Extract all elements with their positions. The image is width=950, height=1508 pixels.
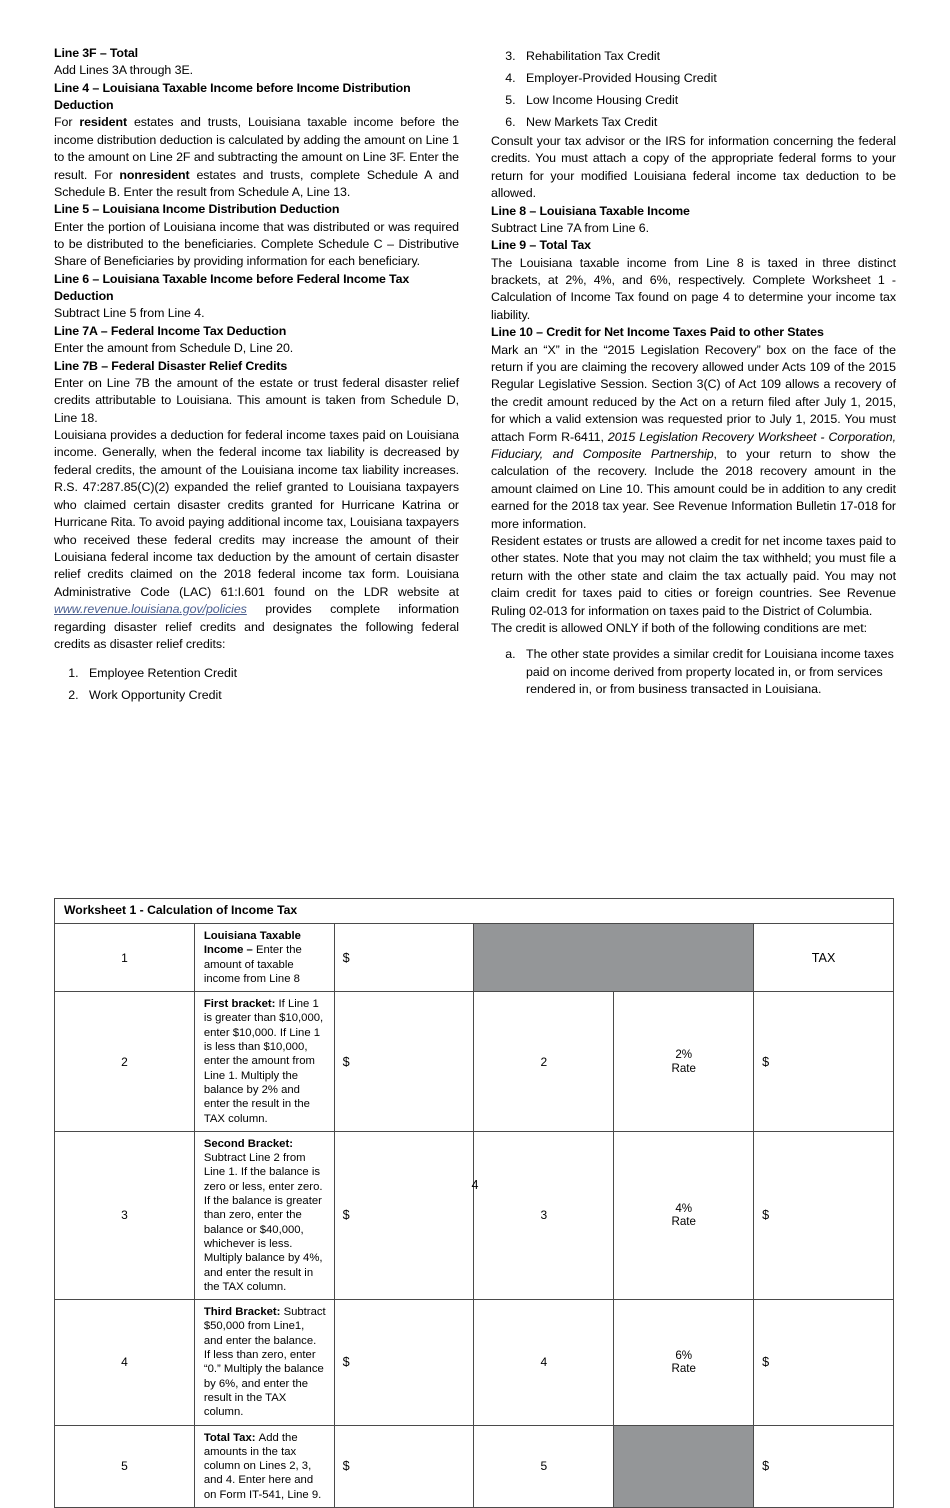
table-row	[55, 1131, 894, 1299]
body-line-9: The Louisiana taxable income from Line 8 is taxed in three distinct brackets, at 2%, 4%, and 6%, respectively. Complete Worksheet 1 - Calculation of Income Tax found on page 4 to determine your income tax liability.	[491, 255, 896, 322]
row-description-text: Subtract Line 2 from Line 1. If the balance is zero or less, enter zero. If the balance is greater than zero, enter the balance or $40,000, whichever is less. Multiply balance by 4%, and enter the result in the TAX column.	[203, 1152, 323, 1293]
disaster-credits-list-left	[54, 662, 459, 706]
heading-line-5: Line 5 – Louisiana Income Distribution Deduction	[54, 202, 340, 217]
row-number: 3	[55, 1131, 195, 1299]
heading-line-7a: Line 7A – Federal Income Tax Deduction	[54, 323, 287, 338]
amount-field-1[interactable]	[334, 924, 474, 992]
table-row	[55, 992, 894, 1132]
list-item: 1. Employee Retention Credit	[82, 662, 459, 684]
line-4-text-3: estates and trusts, complete Schedule A and Schedule B. Enter the result from Schedule A, Line 13.	[54, 167, 459, 199]
line-4-bold-resident: resident	[79, 115, 128, 130]
row-description-text: If Line 1 is greater than $10,000, enter $10,000. If Line 1 is less than $10,000, enter the amount from Line 1. Multiply the balance by 2% and enter the result in the TAX column.	[203, 998, 324, 1125]
row-description-bold: First bracket:	[203, 998, 279, 1011]
line-reference: 5	[474, 1425, 614, 1507]
amount-field-4[interactable]	[334, 1300, 474, 1425]
row-description	[194, 992, 334, 1132]
body-resident-credit: Resident estates or trusts are allowed a credit for net income taxes paid to other states. Note that you may not claim the tax withheld; you must file a return with the other state and claim the tax actually paid. You may not claim credit for taxes paid to cities or foreign countries. See Revenue Ruling 02-013 for information on taxes paid to the District of Columbia.	[491, 534, 896, 618]
row-description-bold: Total Tax:	[203, 1431, 259, 1444]
row-description	[194, 1425, 334, 1507]
list-item: a. The other state provides a similar credit for Louisiana income taxes paid on income derived from property located in, or from services rendered in, or from business transacted in Louisiana.	[519, 646, 896, 698]
line-10-italic-form-title: 2015 Legislation Recovery Worksheet - Corporation, Fiduciary, and Composite Partnership	[491, 429, 896, 461]
revenue-policies-link[interactable]: www.revenue.louisiana.gov/policies	[54, 602, 247, 617]
line-4-bold-nonresident: nonresident	[119, 167, 190, 182]
disaster-text-after-link: provides complete information regarding disaster relief credits and designates the following federal credits as disaster relief credits:	[54, 602, 459, 651]
row-description-bold: Louisiana Taxable Income –	[203, 930, 301, 957]
gray-blocked-cell-row1	[474, 924, 754, 992]
row-description-text: Add the amounts in the tax column on Lines 2, 3, and 4. Enter here and on Form IT-541, Line 9.	[203, 1431, 322, 1501]
row-description-bold: Second Bracket:	[203, 1137, 293, 1150]
left-column	[54, 45, 459, 706]
rate-label	[614, 1131, 754, 1299]
list-item: 6. New Markets Tax Credit	[519, 111, 896, 133]
dollar-sign: $	[342, 1459, 350, 1474]
amount-field-5[interactable]	[334, 1425, 474, 1507]
heading-line-8: Line 8 – Louisiana Taxable Income	[491, 203, 690, 218]
table-row	[55, 1300, 894, 1425]
row-description	[194, 924, 334, 992]
line-reference: 3	[474, 1131, 614, 1299]
gray-blocked-cell-row5	[614, 1425, 754, 1507]
tax-field-4[interactable]	[754, 1300, 894, 1425]
heading-line-7b: Line 7B – Federal Disaster Relief Credits	[54, 358, 288, 373]
line-4-text-1: For	[54, 115, 80, 130]
dollar-sign: $	[342, 1208, 350, 1223]
dollar-sign: $	[762, 1459, 770, 1474]
page-number: 4	[471, 1178, 479, 1192]
two-column-body	[54, 45, 896, 706]
heading-line-3f: Line 3F – Total	[54, 46, 138, 60]
disaster-text-before-link: Louisiana provides a deduction for federal income taxes paid on Louisiana income. Generally, when the federal income tax liability is decreased by federal credits, the amount of the Louisiana income tax liability increases. R.S. 47:287.85(C)(2) expanded the relief granted to Louisiana taxpayers who claimed certain disaster credits granted for Hurricane Katrina or Hurricane Rita. To avoid paying additional income tax, Louisiana taxpayers who received these federal credits may increase the amount of their Louisiana federal income tax deduction by the amount of certain disaster relief credits claimed on the 2018 federal income tax form. Louisiana Administrative Code (LAC) 61:I.601 found on the LDR website at	[54, 428, 459, 599]
dollar-sign: $	[762, 1355, 770, 1370]
rate-label	[614, 992, 754, 1132]
heading-line-10: Line 10 – Credit for Net Income Taxes Paid to other States	[491, 325, 824, 340]
amount-field-2[interactable]	[334, 992, 474, 1132]
rate-word: Rate	[671, 1061, 696, 1075]
tax-field-3[interactable]	[754, 1131, 894, 1299]
body-disaster-relief-deduction	[54, 427, 459, 653]
line-10-text-after: , to your return to show the calculation of the recovery. Include the 2018 recovery amount in the amount claimed on Line 10. This amount could be in addition to any credit earned for the 2018 tax year. See Revenue Information Bulletin 17-018 for more information.	[491, 446, 896, 531]
disaster-credits-list-right	[491, 45, 896, 133]
line-reference: 4	[474, 1300, 614, 1425]
row-description-text: Enter the amount of taxable income from Line 8	[203, 944, 302, 985]
body-line-10	[491, 342, 896, 533]
body-line-3f: Add Lines 3A through 3E.	[54, 63, 194, 78]
line-reference: 2	[474, 992, 614, 1132]
heading-line-6: Line 6 – Louisiana Taxable Income before Federal Income Tax Deduction	[54, 271, 410, 304]
rate-percent: 6%	[675, 1348, 693, 1362]
worksheet-1-table	[54, 898, 894, 1508]
heading-line-9: Line 9 – Total Tax	[491, 238, 591, 253]
rate-label	[614, 1300, 754, 1425]
row-description	[194, 1131, 334, 1299]
body-line-4	[54, 114, 459, 201]
body-line-5: Enter the portion of Louisiana income that was distributed or was required to be distributed to the beneficiaries. Complete Schedule C – Distributive Share of Beneficiaries by providing information for each beneficiary.	[54, 219, 459, 269]
credit-conditions-list	[491, 646, 896, 698]
list-item: 3. Rehabilitation Tax Credit	[519, 45, 896, 67]
rate-percent: 2%	[675, 1048, 693, 1062]
dollar-sign: $	[342, 1054, 350, 1069]
row-number: 5	[55, 1425, 195, 1507]
tax-column-header: TAX	[754, 924, 894, 992]
table-row	[55, 1425, 894, 1507]
dollar-sign: $	[342, 1355, 350, 1370]
worksheet-title: Worksheet 1 - Calculation of Income Tax	[55, 899, 894, 924]
row-number: 2	[55, 992, 195, 1132]
dollar-sign: $	[762, 1054, 770, 1069]
row-description-bold: Third Bracket:	[203, 1306, 284, 1319]
dollar-sign: $	[762, 1208, 770, 1223]
rate-word: Rate	[671, 1215, 696, 1229]
right-column	[491, 45, 896, 706]
worksheet-title-row	[55, 899, 894, 924]
body-conditions-intro: The credit is allowed ONLY if both of the following conditions are met:	[491, 621, 868, 636]
body-consult-advisor: Consult your tax advisor or the IRS for information concerning the federal credits. You must attach a copy of the appropriate federal forms to your return for your modified Louisiana federal income tax deduction to be allowed.	[491, 134, 896, 201]
rate-percent: 4%	[675, 1201, 693, 1215]
body-line-6: Subtract Line 5 from Line 4.	[54, 306, 205, 321]
row-number: 1	[55, 924, 195, 992]
body-line-7b: Enter on Line 7B the amount of the estate or trust federal disaster relief credits attributable to Louisiana. This amount is taken from Schedule D, Line 18.	[54, 375, 459, 425]
amount-field-3[interactable]	[334, 1131, 474, 1299]
body-line-8: Subtract Line 7A from Line 6.	[491, 220, 649, 235]
heading-line-4: Line 4 – Louisiana Taxable Income before Income Distribution Deduction	[54, 80, 411, 112]
row-description	[194, 1300, 334, 1425]
body-line-7a: Enter the amount from Schedule D, Line 20.	[54, 341, 294, 356]
tax-field-2[interactable]	[754, 992, 894, 1132]
list-item: 5. Low Income Housing Credit	[519, 89, 896, 111]
line-10-text-before: Mark an “X” in the “2015 Legislation Recovery” box on the face of the return if you are claiming the recovery allowed under Acts 109 of the 2015 Regular Legislative Session. Section 3(C) of Act 109 allows a recovery of the credit amount reduced by the Act on a return filed after July 1, 2015, for which a valid extension was requested prior to July 1, 2015. You must attach Form R-6411,	[491, 342, 896, 444]
list-item: 4. Employer-Provided Housing Credit	[519, 67, 896, 89]
dollar-sign: $	[342, 950, 350, 965]
row-description-text: Subtract $50,000 from Line1, and enter the balance. If less than zero, enter “0.” Multiply the balance by 6%, and enter the result in the TAX column.	[203, 1306, 326, 1419]
row-number: 4	[55, 1300, 195, 1425]
line-4-text-2: estates and trusts, Louisiana taxable income before the income distribution deduction is calculated by adding the amount on Line 1 to the amount on Line 2F and subtracting the amount on Line 3F. Enter the result. For	[54, 115, 459, 182]
table-row	[55, 924, 894, 992]
tax-field-5[interactable]	[754, 1425, 894, 1507]
list-item: 2. Work Opportunity Credit	[82, 684, 459, 706]
rate-word: Rate	[671, 1362, 696, 1376]
